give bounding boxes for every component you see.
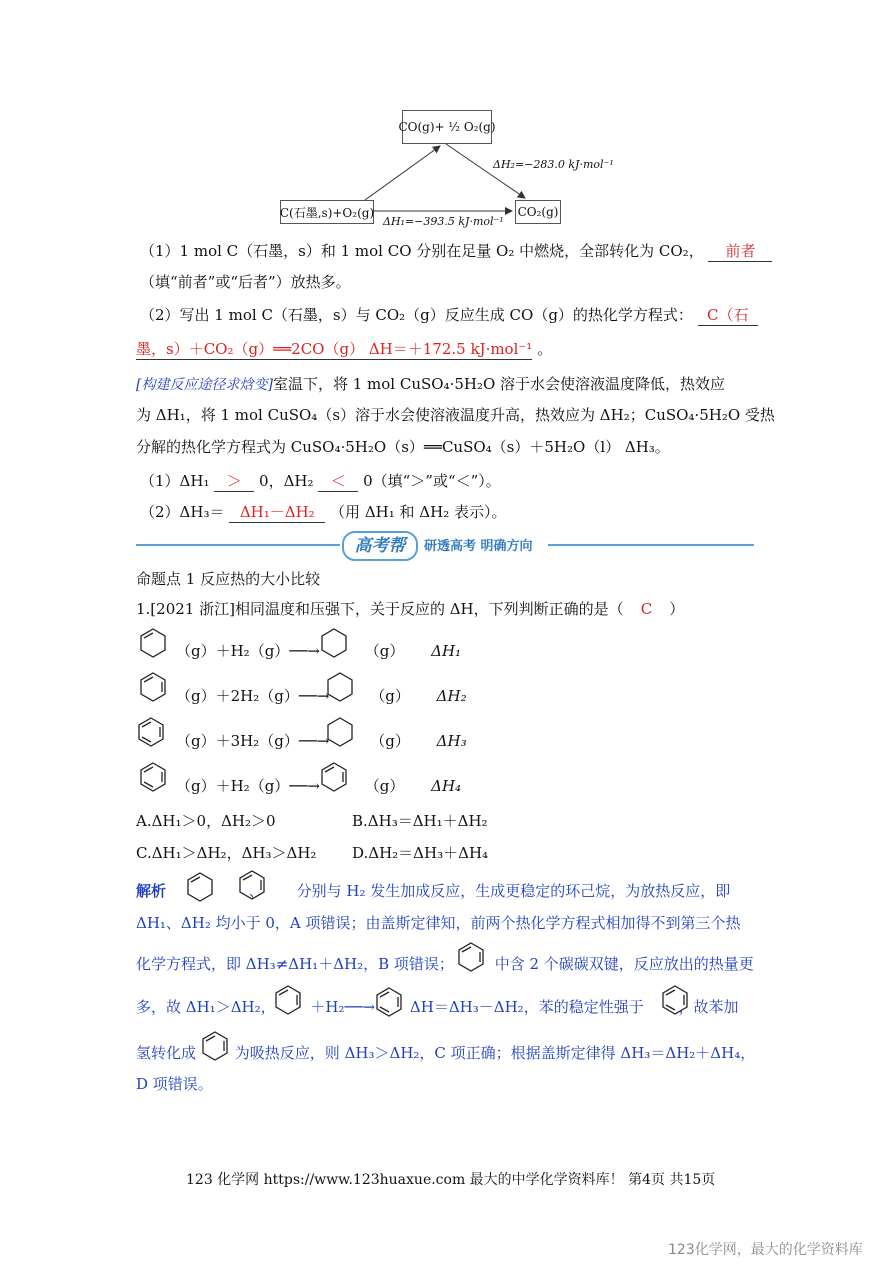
- analysis-l5-a: 氢转化成: [136, 1044, 197, 1062]
- q4-line2: 为 ΔH₁，将 1 mol CuSO₄（s）溶于水会使溶液温度升高，热效应为 ΔH₂；CuSO₄·5H₂O 受热: [136, 406, 775, 424]
- option-d: D.ΔH₂＝ΔH₃＋ΔH₄: [352, 844, 489, 862]
- q2-end: 。: [537, 340, 553, 358]
- reaction-4-mid: （g）＋H₂（g）──→: [176, 777, 320, 795]
- analysis-line-5: [136, 1042, 755, 1063]
- option-c: C.ΔH₁＞ΔH₂，ΔH₃＞ΔH₂: [136, 844, 317, 862]
- reaction-3-dh: ΔH₃: [436, 732, 467, 750]
- q4-sub1-a: （1）ΔH₁: [140, 472, 210, 490]
- analysis-line-4: [136, 996, 739, 1017]
- question-stem-a: 1.[2021 浙江]相同温度和压强下，关于反应的 ΔH，下列判断正确的是（: [136, 600, 624, 618]
- q4-sub1-answer1: ＞: [214, 470, 254, 492]
- reaction-1-end: （g）: [364, 642, 405, 660]
- analysis-line-6: D 项错误。: [136, 1075, 213, 1093]
- q2-text: （2）写出 1 mol C（石墨，s）与 CO₂（g）反应生成 CO（g）的热化学方程式：: [140, 306, 693, 324]
- diagram-top-box: CO(g)+ ½ O₂(g): [402, 110, 492, 144]
- q1-line2: （填“前者”或“后者”）放热多。: [140, 273, 351, 291]
- option-a: A.ΔH₁＞0，ΔH₂＞0: [136, 812, 276, 830]
- reaction-4-dh: ΔH₄: [431, 777, 462, 795]
- analysis-l1-b: 分别与 H₂ 发生加成反应，生成更稳定的环己烷，为放热反应，即: [296, 882, 731, 900]
- q4-sub2-a: （2）ΔH₃＝: [140, 503, 225, 521]
- analysis-l3-a: 化学方程式，即 ΔH₃≠ΔH₁＋ΔH₂，B 项错误；: [136, 955, 454, 973]
- analysis-l3-b: 中含 2 个碳碳双键，反应放出的热量更: [494, 955, 754, 973]
- q4-tag: [构建反应途径求焓变]: [136, 377, 273, 393]
- analysis-l5-b: 为吸热反应，则 ΔH₃＞ΔH₂，C 项正确；根据盖斯定律得 ΔH₃＝ΔH₂＋ΔH₄，: [234, 1044, 756, 1062]
- q2-answer-a: C（石: [698, 304, 758, 326]
- q2-answer-b: 墨，s）＋CO₂（g）══2CO（g） ΔH＝＋172.5 kJ·mol⁻¹: [136, 340, 533, 358]
- banner-title: 高考帮: [342, 531, 418, 561]
- analysis-l1-a: 、: [248, 882, 264, 900]
- diagram-dh1-label: ΔH₁=−393.5 kJ·mol⁻¹: [383, 215, 504, 228]
- analysis-l4-a: 多，故 ΔH₁＞ΔH₂，: [136, 998, 276, 1016]
- section-heading: 命题点 1 反应热的大小比较: [136, 570, 321, 588]
- analysis-label: 解析: [136, 882, 167, 900]
- reaction-4-end: （g）: [364, 777, 405, 795]
- analysis-l4-c: ΔH＝ΔH₃－ΔH₂，苯的稳定性强于: [409, 998, 644, 1016]
- q4-line3: 分解的热化学方程式为 CuSO₄·5H₂O（s）══CuSO₄（s）＋5H₂O（l） ΔH₃。: [136, 438, 670, 456]
- diagram-right-box: CO₂(g): [515, 200, 561, 224]
- option-b: B.ΔH₃＝ΔH₁＋ΔH₂: [352, 812, 488, 830]
- q4-text1: 室温下，将 1 mol CuSO₄·5H₂O 溶于水会使溶液温度降低，热效应: [272, 375, 726, 393]
- diagram-dh2-label: ΔH₂=−283.0 kJ·mol⁻¹: [493, 158, 614, 171]
- reaction-2-mid: （g）＋2H₂（g）──→: [176, 687, 330, 705]
- page-footer: 123 化学网 https://www.123huaxue.com 最大的中学化学资料库！ 第4页 共15页: [186, 1172, 716, 1188]
- diagram-left-box: C(石墨,s)+O₂(g): [280, 200, 374, 224]
- reaction-2-end: （g）: [370, 687, 410, 705]
- reaction-2-dh: ΔH₂: [436, 687, 467, 705]
- analysis-line-1: [136, 880, 730, 901]
- reaction-3-end: （g）: [370, 732, 410, 750]
- reaction-1-mid: （g）＋H₂（g）──→: [176, 642, 320, 660]
- q4-sub2-b: （用 ΔH₁ 和 ΔH₂ 表示）。: [330, 503, 507, 521]
- reaction-3-mid: （g）＋3H₂（g）──→: [176, 732, 330, 750]
- q1-answer: 前者: [708, 240, 772, 262]
- q4-sub2-answer: ΔH₁－ΔH₂: [229, 501, 325, 523]
- analysis-l4-b: ＋H₂──→: [310, 998, 376, 1016]
- watermark: 123化学网，最大的化学资料库: [668, 1242, 863, 1258]
- q4-sub1-answer2: ＜: [318, 470, 358, 492]
- analysis-l4-d: ，故苯加: [678, 998, 739, 1016]
- q4-sub1-b: 0，ΔH₂: [259, 472, 314, 490]
- analysis-line-3: [136, 953, 754, 974]
- question-stem-b: ）: [669, 600, 685, 618]
- q1-text: （1）1 mol C（石墨，s）和 1 mol CO 分别在足量 O₂ 中燃烧，全部转化为 CO₂，: [140, 242, 704, 260]
- analysis-line-2: ΔH₁、ΔH₂ 均小于 0，A 项错误；由盖斯定律知，前两个热化学方程式相加得不到第三个热: [136, 914, 741, 932]
- q4-sub1-c: 0（填“＞”或“＜”）。: [363, 472, 501, 490]
- question-answer: C: [640, 600, 653, 618]
- banner-subtitle: 研透高考 明确方向: [424, 539, 533, 554]
- reaction-1-dh: ΔH₁: [431, 642, 462, 660]
